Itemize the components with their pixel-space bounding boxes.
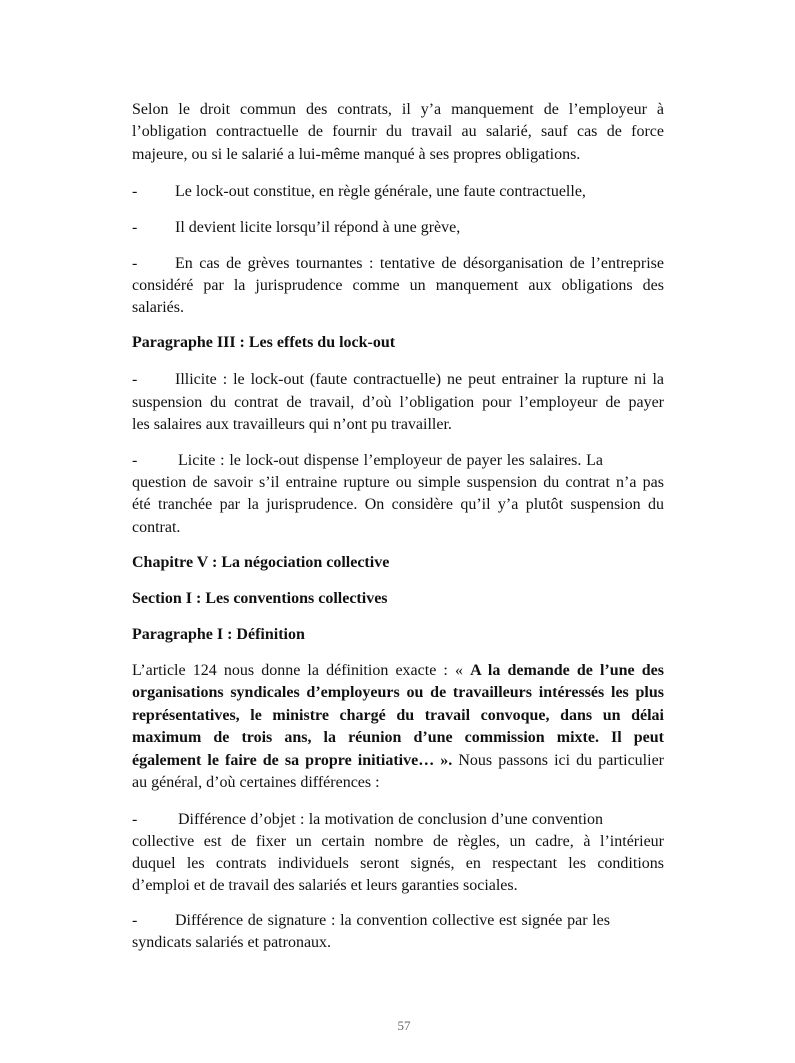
article-quote-end: également le faire de sa propre initiative… ». bbox=[132, 752, 453, 769]
list-item: Différence d’objet : la motivation de conclusion d’une convention bbox=[178, 811, 603, 828]
article-line bbox=[132, 660, 664, 682]
list-item: Il devient licite lorsqu’il répond à une grève, bbox=[175, 219, 461, 236]
list-item: En cas de grèves tournantes : tentative de désorganisation de l’entreprise bbox=[175, 255, 664, 272]
heading-paragraphe-i: Paragraphe I : Définition bbox=[132, 626, 305, 643]
list-item-line: syndicats salariés et patronaux. bbox=[132, 934, 332, 951]
paragraph-line: Selon le droit commun des contrats, il y’a manquement de l’employeur à bbox=[132, 101, 664, 118]
heading-chapitre-v: Chapitre V : La négociation collective bbox=[132, 554, 390, 571]
list-item-line: été tranchée par la jurisprudence. On considère qu’il y’a plutôt suspension du bbox=[132, 496, 664, 513]
bullet-dash: - bbox=[132, 912, 138, 929]
list-item: Le lock-out constitue, en règle générale, une faute contractuelle, bbox=[175, 183, 586, 200]
page-number: 57 bbox=[397, 1018, 411, 1033]
list-item-line: considéré par la jurisprudence comme un manquement aux obligations des bbox=[132, 277, 664, 294]
list-item: Illicite : le lock-out (faute contractuelle) ne peut entrainer la rupture ni la bbox=[175, 371, 664, 388]
paragraph-line: majeure, ou si le salarié a lui-même manqué à ses propres obligations. bbox=[132, 146, 581, 163]
list-item-line: collective est de fixer un certain nombre de règles, un cadre, à l’intérieur bbox=[132, 833, 664, 850]
bullet-dash: - bbox=[132, 452, 138, 469]
list-item-line: duquel les contrats individuels seront signés, en respectant les conditions bbox=[132, 855, 664, 872]
heading-section-i: Section I : Les conventions collectives bbox=[132, 590, 388, 607]
bullet-dash: - bbox=[132, 219, 138, 236]
article-comment: Nous passons ici du particulier bbox=[452, 752, 664, 769]
list-item: Différence de signature : la convention collective est signée par les bbox=[175, 912, 610, 929]
article-quote-line: organisations syndicales d’employeurs ou de travailleurs intéressés les plus bbox=[132, 684, 664, 701]
list-item-line: suspension du contrat de travail, d’où l’obligation pour l’employeur de payer bbox=[132, 394, 664, 411]
article-quote-line: maximum de trois ans, la réunion d’une commission mixte. Il peut bbox=[132, 729, 664, 746]
article-quote: A la demande de l’une des bbox=[470, 662, 664, 679]
article-line bbox=[132, 750, 664, 772]
article-intro: L’article 124 nous donne la définition exacte : « bbox=[132, 662, 471, 679]
paragraph-line: l’obligation contractuelle de fournir du travail au salarié, sauf cas de force bbox=[132, 123, 664, 140]
bullet-dash: - bbox=[132, 183, 138, 200]
list-item: Licite : le lock-out dispense l’employeur de payer les salaires. La bbox=[178, 452, 603, 469]
article-line: au général, d’où certaines différences : bbox=[132, 774, 380, 791]
bullet-dash: - bbox=[132, 371, 138, 388]
list-item-line: contrat. bbox=[132, 519, 181, 536]
heading-paragraphe-iii: Paragraphe III : Les effets du lock-out bbox=[132, 334, 396, 351]
list-item-line: d’emploi et de travail des salariés et leurs garanties sociales. bbox=[132, 877, 518, 894]
bullet-dash: - bbox=[132, 255, 138, 272]
list-item-line: les salaires aux travailleurs qui n’ont pu travailler. bbox=[132, 416, 452, 433]
bullet-dash: - bbox=[132, 811, 138, 828]
article-quote-line: représentatives, le ministre chargé du travail convoque, dans un délai bbox=[132, 707, 664, 724]
list-item-line: question de savoir s’il entraine rupture ou simple suspension du contrat n’a pas bbox=[132, 474, 664, 491]
list-item-line: salariés. bbox=[132, 299, 184, 316]
